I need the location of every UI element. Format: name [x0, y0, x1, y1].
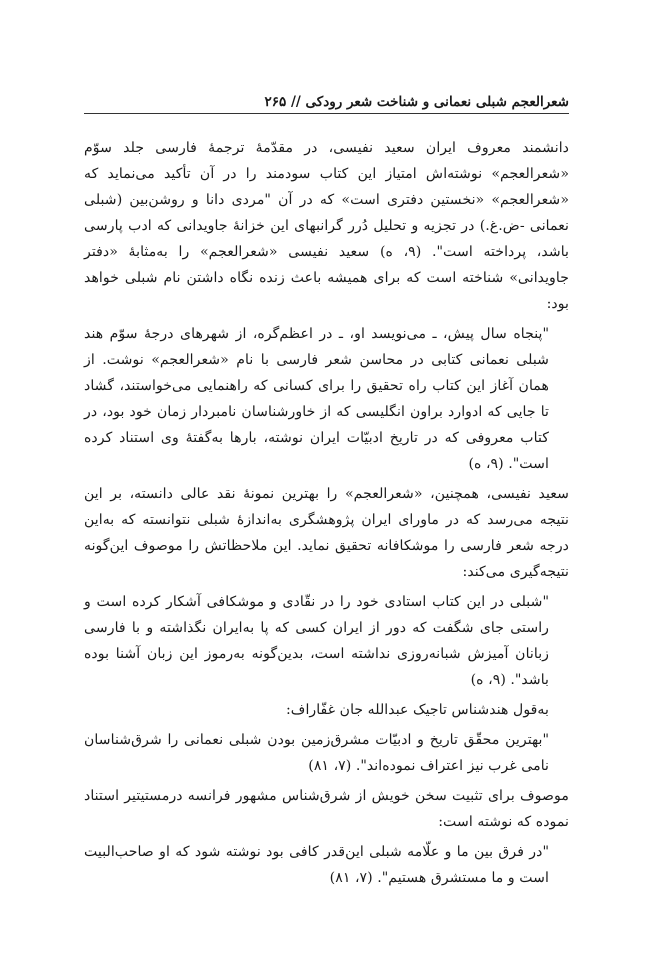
block-quote: "پنجاه سال پیش، ـ می‌نویسد او، ـ در اعظم‌گره، از شهرهای درجۀ سوّم هند شبلی نعمانی کتابی در محاسن شعر فارسی با نام «شعرالعجم» نوشت. از همان آغاز این کتاب راه تحقیق را برای کسانی که راهنمایی می‌خواستند، گشاد تا جایی که ادوارد براون انگلیسی که از خاورشناسان نامبردار زمان خود بود، در کتاب معروفی که در تاریخ ادبیّات ایران نوشته، بارها به‌گفتۀ وی استناد کرده است". (۹، ه)	[84, 326, 549, 472]
block-quote: "بهترین محقّق تاریخ و ادبیّات مشرق‌زمین بودن شبلی نعمانی را شرق‌شناسان نامی غرب نیز اعتراف نموده‌اند". (۷، ۸۱)	[84, 732, 549, 774]
header-title: شعرالعجم شبلی نعمانی و شناخت شعر رودکی // ۲۶۵	[264, 94, 569, 110]
running-header	[84, 84, 569, 110]
paragraph: موصوف برای تثبیت سخن خویش از شرق‌شناس مشهور فرانسه درمستیتیر استناد نموده که نوشته است:	[84, 788, 569, 830]
paragraph: سعید نفیسی، همچنین، «شعرالعجم» را بهترین نمونۀ نقد عالی دانسته، بر این نتیجه می‌رسد که در ماورای ایران پژوهشگری به‌اندازۀ شبلی نتوانسته که به‌این درجه شعر فارسی را موشکافانه تحقیق نماید. این ملاحظاتش را موصوف این‌گونه نتیجه‌گیری می‌کند:	[84, 486, 569, 580]
header-divider	[84, 113, 569, 114]
block-quote: "در فرق بین ما و علّامه شبلی این‌قدر کافی بود نوشته شود که او صاحب‌البیت است و ما مستشرق هستیم". (۷، ۸۱)	[84, 844, 549, 886]
body-text	[84, 135, 569, 895]
paragraph: دانشمند معروف ایران سعید نفیسی، در مقدّمۀ ترجمۀ فارسی جلد سوّم «شعرالعجم» نوشته‌اش امتیاز این کتاب سودمند را در آن تأکید می‌نماید که «شعرالعجم» «نخستین دفتری است» که در آن "مردی دانا و روشن‌بین (شبلی نعمانی -ض.غ.) در تجزیه و تحلیل دُرر گرانبهای این خزانۀ جاویدانی که ادب پارسی باشد، پرداخته است". (۹، ه) سعید نفیسی «شعرالعجم» را به‌مثابۀ «دفتر جاویدانی» شناخته است که برای همیشه باعث زنده نگاه داشتن نام شبلی خواهد بود:	[84, 140, 569, 312]
block-quote: "شبلی در این کتاب استادی خود را در نقّادی و موشکافی آشکار کرده است و راستی جای شگفت که دور از ایران کسی که پا به‌ایران نگذاشته و با فارسی زبانان آمیزش شبانه‌روزی نداشته است، بدین‌گونه به‌رموز این زبان آشنا بوده باشد". (۹، ه)	[84, 594, 549, 688]
paragraph: به‌قول هندشناس تاجیک عبدالله جان غفّاراف:	[285, 702, 549, 718]
